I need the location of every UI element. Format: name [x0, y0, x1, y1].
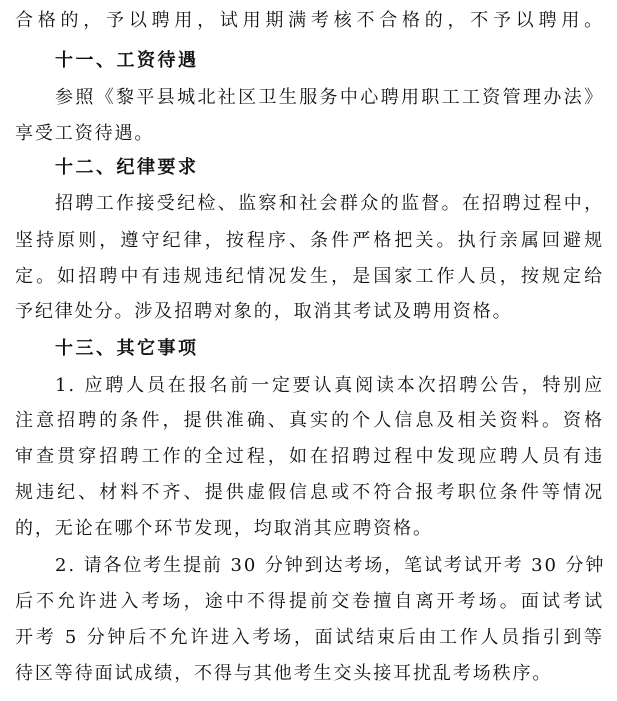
other-matters-item-line: 2. 请各位考生提前 30 分钟到达考场，笔试考试开考 30 分钟 — [55, 555, 606, 576]
discipline-paragraph-line: 定。如招聘中有违规违纪情况发生，是国家工作人员，按规定给 — [15, 266, 604, 287]
other-matters-item-line: 注意招聘的条件，提供准确、真实的个人信息及相关资料。资格 — [15, 410, 604, 431]
other-matters-item-line: 审查贯穿招聘工作的全过程，如在招聘过程中发现应聘人员有违 — [15, 446, 604, 467]
section-heading-salary: 十一、工资待遇 — [55, 50, 199, 71]
other-matters-item-line: 的，无论在哪个环节发现，均取消其应聘资格。 — [15, 518, 433, 539]
other-matters-item-line: 开考 5 分钟后不允许进入考场，面试结束后由工作人员指引到等 — [15, 627, 604, 648]
other-matters-item-line: 规违纪、材料不齐、提供虚假信息或不符合报考职位条件等情况 — [15, 482, 604, 503]
other-matters-item-line: 1. 应聘人员在报名前一定要认真阅读本次招聘公告，特别应 — [55, 375, 604, 396]
salary-paragraph-line: 享受工资待遇。 — [15, 123, 155, 144]
discipline-paragraph-line: 予纪律处分。涉及招聘对象的，取消其考试及聘用资格。 — [15, 301, 513, 322]
discipline-paragraph-line: 招聘工作接受纪检、监察和社会群众的监督。在招聘过程中， — [55, 193, 604, 214]
other-matters-item-line: 待区等待面试成绩，不得与其他考生交头接耳扰乱考场秩序。 — [15, 663, 553, 684]
other-matters-item-line: 后不允许进入考场，途中不得提前交卷擅自离开考场。面试考试 — [15, 591, 604, 612]
salary-paragraph-line: 参照《黎平县城北社区卫生服务中心聘用职工工资管理办法》 — [55, 87, 604, 108]
section-heading-other-matters: 十三、其它事项 — [55, 338, 199, 359]
discipline-paragraph-line: 坚持原则，遵守纪律，按程序、条件严格把关。执行亲属回避规 — [15, 230, 604, 251]
section-heading-discipline: 十二、纪律要求 — [55, 157, 199, 178]
body-line-continuation: 合格的，予以聘用，试用期满考核不合格的，不予以聘用。 — [15, 10, 604, 31]
